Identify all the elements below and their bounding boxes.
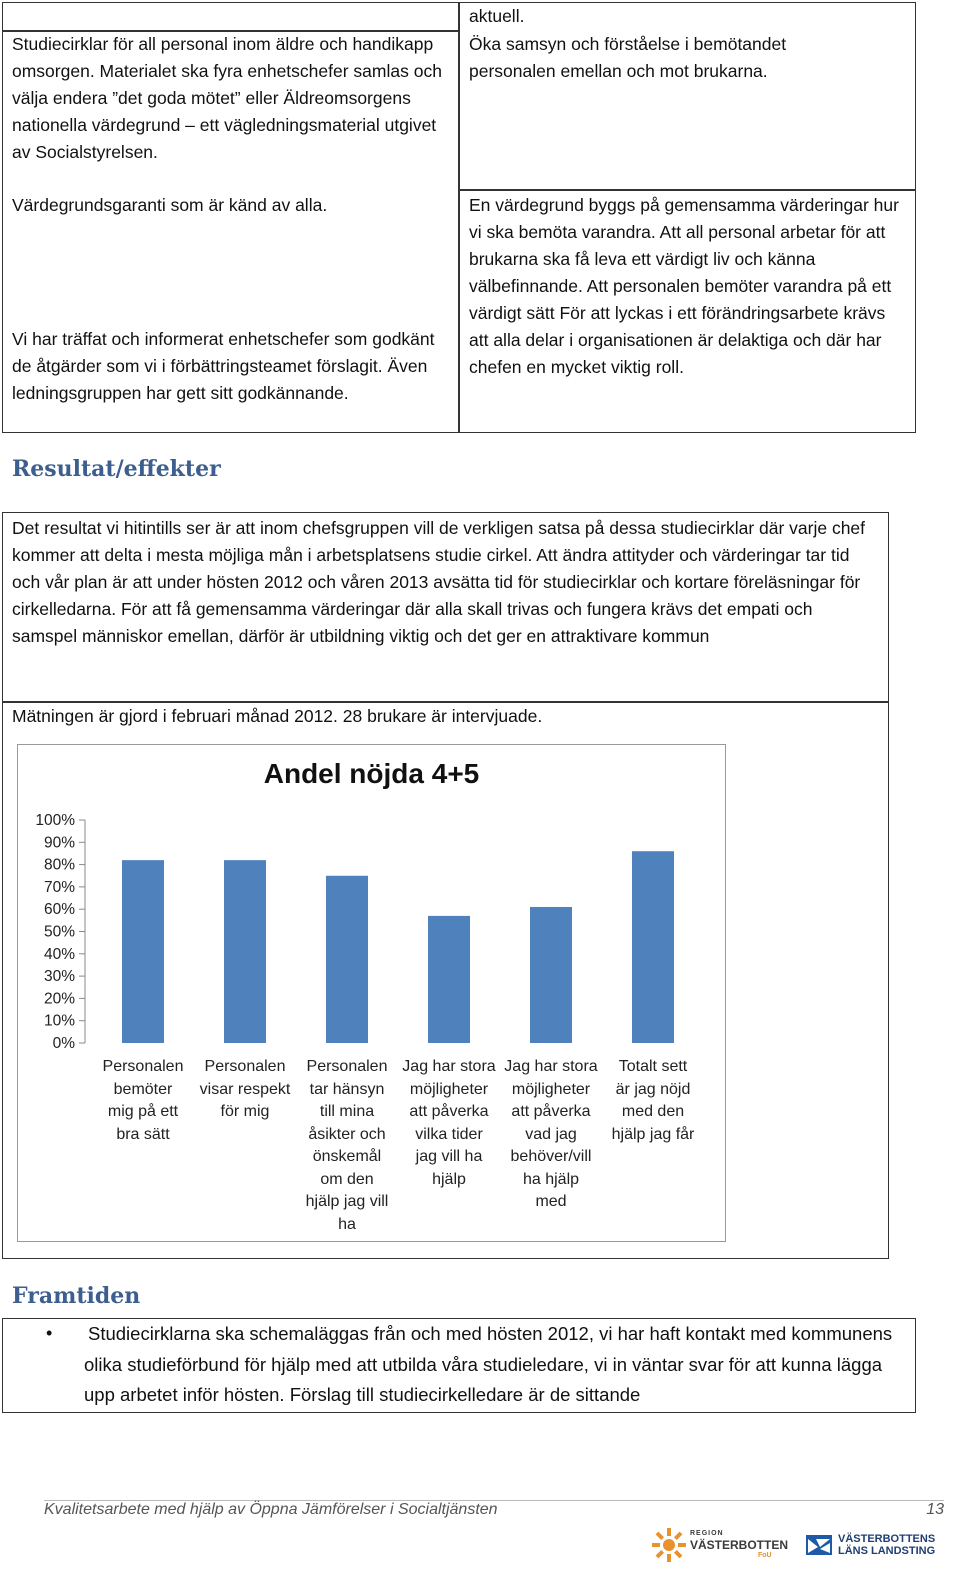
region-vasterbotten-logo: REGION VÄSTERBOTTEN FoU [652, 1528, 782, 1562]
chart-bar [122, 860, 164, 1043]
x-tick-label-line: bemöter [113, 1080, 173, 1098]
x-tick-label-line: önskemål [312, 1148, 382, 1165]
y-tick-label: 100% [35, 812, 75, 829]
x-tick-label-line: hjälp jag vill [305, 1193, 389, 1210]
x-tick-label [91, 1056, 195, 1146]
future-item: Studiecirklarna ska schemaläggas från och med hösten 2012, vi har haft kontakt med kommunens olika studieförbund för hjälp med att utbilda våra studieledare, vi in väntar svar för att kunna lägga upp arbetet inför hösten. Förslag till studiecirkelledare är de sittande [84, 1323, 893, 1405]
future-heading: Framtiden [12, 1283, 141, 1309]
x-tick-label-line: Jag har stora [504, 1058, 598, 1075]
x-tick-label [295, 1056, 399, 1236]
x-tick-label-line: åsikter och [308, 1125, 386, 1143]
region-logo-icon [652, 1528, 686, 1562]
chart-bar [530, 907, 572, 1043]
x-tick-label-line: Personalen [102, 1058, 184, 1075]
y-tick-label: 50% [43, 923, 75, 941]
chart-bar [428, 916, 470, 1043]
x-tick-label-line: Personalen [306, 1058, 388, 1075]
x-tick-label-line: är jag nöjd [615, 1080, 691, 1098]
x-tick-label-line: att påverka [409, 1103, 489, 1120]
chart-bar [224, 860, 266, 1043]
table-cell-vardegrundsgaranti: Värdegrundsgaranti som är känd av alla. [12, 195, 328, 215]
y-tick-label: 30% [43, 968, 75, 986]
x-tick-label-line: om den [320, 1170, 374, 1188]
table-cell-aktuell: aktuell. [469, 6, 525, 26]
y-tick-label: 90% [43, 834, 75, 852]
y-tick-label: 20% [43, 990, 75, 1008]
x-tick-label-line: med [535, 1193, 567, 1210]
page-number: 13 [926, 1501, 944, 1518]
footer-title: Kvalitetsarbete med hjälp av Öppna Jämförelser i Socialtjänsten [44, 1501, 498, 1518]
chart-bar [632, 851, 674, 1043]
x-tick-label-line: till mina [319, 1103, 375, 1120]
x-tick-label [193, 1056, 297, 1124]
x-tick-label-line: vad jag [525, 1125, 577, 1143]
y-tick-label: 0% [52, 1035, 75, 1052]
chart-bar [326, 876, 368, 1043]
x-tick-label [397, 1056, 501, 1191]
x-tick-label-line: tar hänsyn [309, 1080, 385, 1098]
vasterbottens-lans-landsting-logo: VÄSTERBOTTENS LÄNS LANDSTING [806, 1531, 936, 1561]
x-tick-label-line: vilka tider [415, 1125, 483, 1143]
x-tick-label-line: möjligheter [511, 1080, 591, 1098]
x-tick-label-line: möjligheter [409, 1080, 489, 1098]
x-tick-label-line: Totalt sett [618, 1058, 688, 1075]
x-tick-label-line: jag vill ha [415, 1148, 483, 1165]
y-tick-label: 60% [43, 901, 75, 919]
bullet-icon: • [46, 1323, 53, 1343]
x-tick-label-line: att påverka [511, 1103, 591, 1120]
x-tick-label-line: ha hjälp [522, 1170, 580, 1188]
y-tick-label: 70% [43, 878, 75, 896]
measurement-text: Mätningen är gjord i februari månad 2012. 28 brukare är intervjuade. [12, 706, 543, 726]
chart-title: Andel nöjda 4+5 [263, 758, 480, 789]
x-tick-label-line: för mig [220, 1103, 270, 1120]
x-tick-label-line: mig på ett [107, 1103, 179, 1120]
x-tick-label-line: Jag har stora [402, 1058, 496, 1075]
x-tick-label-line: visar respekt [199, 1080, 291, 1098]
table-right-row-divider [458, 189, 916, 191]
x-tick-label-line: Personalen [204, 1058, 286, 1075]
y-tick-label: 10% [43, 1012, 75, 1030]
x-tick-label-line: bra sätt [116, 1125, 170, 1143]
table-cell-studiecirklar: Studiecirklar för all personal inom äldre och handikapp omsorgen. Materialet ska fyra enhetschefer samlas och välja endera ”det goda mötet” eller Äldreomsorgens nationella värdegrund – ett vägledningsmaterial utgivet av Socialstyrelsen. [12, 34, 442, 162]
table-cell-oka-samsyn: Öka samsyn och förståelse i bemötandet personalen emellan och mot brukarna. [469, 34, 787, 81]
x-tick-label-line: ha [338, 1215, 356, 1233]
x-tick-label-line: behöver/vill [510, 1148, 592, 1165]
x-tick-label [499, 1056, 603, 1214]
table-cell-vardegrund-byggs: En värdegrund byggs på gemensamma värderingar hur vi ska bemöta varandra. Att all personal arbetar för att brukarna ska få leva ett värdigt liv och känna välbefinnande. Att personalen bemöter varandra på ett värdigt sätt För att lyckas i ett förändringsarbete krävs att alla delar i organisationen är delaktiga och där har chefen en mycket viktig roll. [469, 195, 899, 377]
y-tick-label: 40% [43, 945, 75, 963]
x-tick-label-line: hjälp jag får [611, 1125, 695, 1143]
table-column-divider [458, 2, 460, 433]
x-tick-label-line: hjälp [432, 1170, 466, 1188]
x-tick-label-line: med den [621, 1103, 685, 1120]
results-paragraph: Det resultat vi hitintills ser är att inom chefsgruppen vill de verkligen satsa på dessa studiecirklar där varje chef kommer att delta i mesta möjliga mån i arbetsplatsens studie cirkel. Att ändra attityder och värderingar tar tid och vår plan är att under hösten 2012 och våren 2013 avsätta tid för studiecirklar och kortare föreläsningar för cirkelledarna. För att få gemensamma värderingar där alla skall trivas och fungera krävs det empati och samspel människor emellan, därför är utbildning viktig och det ger en attraktivare kommun [12, 518, 866, 646]
chart-plot [17, 744, 726, 1074]
y-tick-label: 80% [43, 856, 75, 874]
landsting-logo-icon [806, 1531, 834, 1559]
table-cell-informerat: Vi har träffat och informerat enhetschefer som godkänt de åtgärder som vi i förbättringsteamet förslagit. Även ledningsgruppen har gett sitt godkännande. [12, 329, 435, 403]
results-heading: Resultat/effekter [12, 456, 221, 482]
x-tick-label [601, 1056, 705, 1146]
